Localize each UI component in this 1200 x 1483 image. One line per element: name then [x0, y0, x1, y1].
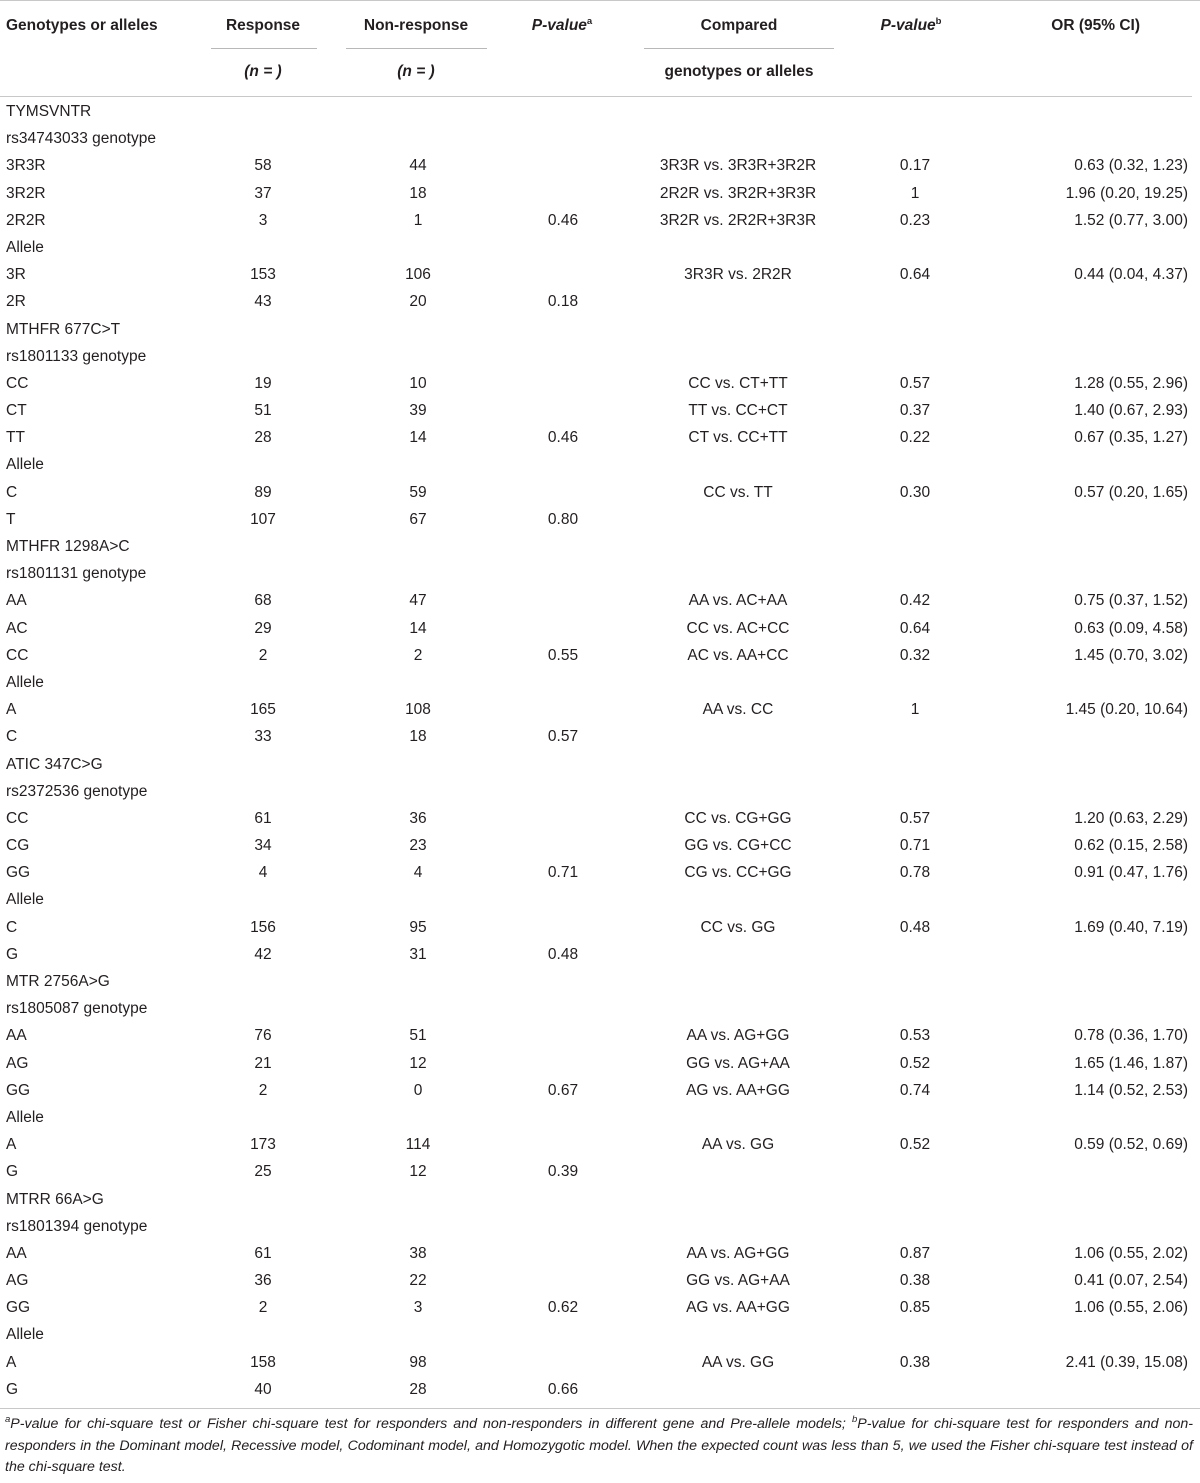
- cell-response: 89: [254, 483, 272, 501]
- cell-or: 1.96 (0.20, 19.25): [1065, 184, 1188, 202]
- cell-genotype: G: [6, 1163, 19, 1181]
- table-row: [0, 1186, 1200, 1213]
- cell-pvalue-b: 0.64: [899, 619, 931, 637]
- cell-genotype: G: [6, 1380, 19, 1398]
- cell-or: 1.69 (0.40, 7.19): [1074, 918, 1188, 936]
- cell-nonresponse: 51: [409, 1027, 427, 1045]
- cell-pvalue-b: 0.38: [899, 1272, 931, 1290]
- cell-genotype: rs1801394 genotype: [6, 1217, 148, 1235]
- cell-genotype: AA: [6, 592, 27, 610]
- cell-compared: GG vs. AG+AA: [686, 1272, 790, 1290]
- table-row: [0, 343, 1200, 370]
- cell-compared: AA vs. AC+AA: [688, 592, 788, 610]
- cell-genotype: CG: [6, 837, 30, 855]
- cell-genotype: TT: [6, 429, 25, 447]
- cell-nonresponse: 4: [413, 864, 423, 882]
- cell-response: 68: [254, 592, 272, 610]
- cell-genotype: 2R2R: [6, 211, 46, 229]
- cell-genotype: MTHFR 677C>T: [6, 320, 121, 338]
- cell-compared: AG vs. AA+GG: [686, 1081, 790, 1099]
- table-body: [0, 98, 1200, 1403]
- table-row: [0, 424, 1200, 451]
- footnote-a-text: P-value for chi-square test or Fisher chi-square test for responders and non-responders in different gene and Pre-allele models;: [10, 1416, 852, 1432]
- cell-compared: GG vs. AG+AA: [686, 1054, 790, 1072]
- cell-pvalue-a: 0.80: [547, 510, 579, 528]
- table-row: [0, 1158, 1200, 1185]
- cell-response: 4: [258, 864, 268, 882]
- table-header: [0, 0, 1200, 96]
- table-row: [0, 152, 1200, 179]
- cell-pvalue-b: 0.87: [899, 1244, 931, 1262]
- cell-genotype: Allele: [6, 673, 44, 691]
- cell-nonresponse: 38: [409, 1244, 427, 1262]
- cell-genotype: 3R: [6, 266, 26, 284]
- cell-or: 1.40 (0.67, 2.93): [1074, 402, 1188, 420]
- cell-or: 0.67 (0.35, 1.27): [1074, 429, 1188, 447]
- cell-nonresponse: 12: [409, 1163, 427, 1181]
- cell-genotype: TYMSVNTR: [6, 103, 92, 120]
- table-row: [0, 533, 1200, 560]
- table-row: [0, 859, 1200, 886]
- cell-or: 1.65 (1.46, 1.87): [1074, 1054, 1188, 1072]
- cell-or: 0.78 (0.36, 1.70): [1074, 1027, 1188, 1045]
- cell-genotype: C: [6, 728, 18, 746]
- cell-nonresponse: 106: [405, 266, 431, 284]
- table-footnote: [5, 1414, 1193, 1479]
- cell-nonresponse: 14: [409, 429, 427, 447]
- cell-genotype: Allele: [6, 238, 44, 256]
- cell-nonresponse: 98: [409, 1353, 427, 1371]
- cell-genotype: A: [6, 701, 17, 719]
- table-row: [0, 968, 1200, 995]
- cell-genotype: MTR 2756A>G: [6, 973, 110, 990]
- cell-pvalue-b: 0.30: [899, 483, 931, 501]
- cell-pvalue-a: 0.67: [547, 1081, 579, 1099]
- table-row: [0, 832, 1200, 859]
- cell-pvalue-b: 0.17: [899, 157, 931, 175]
- cell-pvalue-b: 0.38: [899, 1353, 931, 1371]
- cell-or: 1.06 (0.55, 2.02): [1074, 1244, 1188, 1262]
- cell-pvalue-b: 1: [910, 701, 920, 719]
- cell-or: 0.91 (0.47, 1.76): [1074, 864, 1188, 882]
- cell-response: 158: [250, 1353, 276, 1371]
- table-row: [0, 669, 1200, 696]
- table-row: [0, 180, 1200, 207]
- cell-compared: AA vs. GG: [701, 1136, 775, 1154]
- cell-compared: 3R3R vs. 3R3R+3R2R: [659, 157, 817, 175]
- cell-or: 0.44 (0.04, 4.37): [1074, 266, 1188, 284]
- cell-nonresponse: 47: [409, 592, 427, 610]
- cell-genotype: C: [6, 918, 18, 936]
- header-compared: Compared: [700, 17, 778, 34]
- cell-nonresponse: 14: [409, 619, 427, 637]
- table-row: [0, 886, 1200, 913]
- cell-response: 107: [250, 510, 276, 528]
- cell-pvalue-b: 1: [910, 184, 920, 202]
- cell-or: 1.28 (0.55, 2.96): [1074, 374, 1188, 392]
- table-row: [0, 587, 1200, 614]
- cell-pvalue-b: 0.52: [899, 1054, 931, 1072]
- cell-or: 0.41 (0.07, 2.54): [1074, 1272, 1188, 1290]
- cell-pvalue-b: 0.32: [899, 646, 931, 664]
- table-row: [0, 1321, 1200, 1348]
- cell-genotype: G: [6, 945, 19, 963]
- table-row: [0, 642, 1200, 669]
- footnote-b-marker: b: [851, 1414, 858, 1425]
- cell-response: 61: [254, 809, 272, 827]
- cell-pvalue-a: 0.55: [547, 646, 579, 664]
- cell-genotype: A: [6, 1353, 17, 1371]
- cell-or: 1.20 (0.63, 2.29): [1074, 809, 1188, 827]
- footnote-a-marker: a: [5, 1414, 11, 1425]
- cell-or: 0.63 (0.32, 1.23): [1074, 157, 1188, 175]
- cell-compared: AG vs. AA+GG: [686, 1299, 790, 1317]
- cell-response: 2: [258, 1299, 268, 1317]
- cell-response: 2: [258, 1081, 268, 1099]
- cell-response: 25: [254, 1163, 272, 1181]
- header-nonresponse-n: (n = ): [397, 63, 435, 80]
- table-row: [0, 479, 1200, 506]
- cell-or: 0.75 (0.37, 1.52): [1074, 592, 1188, 610]
- table-row: [0, 506, 1200, 533]
- cell-nonresponse: 95: [409, 918, 427, 936]
- cell-genotype: Allele: [6, 891, 44, 909]
- table-row: [0, 805, 1200, 832]
- table-row: [0, 1294, 1200, 1321]
- cell-pvalue-a: 0.62: [547, 1299, 579, 1317]
- cell-response: 156: [250, 918, 276, 936]
- cell-nonresponse: 67: [409, 510, 427, 528]
- cell-genotype: rs2372536 genotype: [6, 782, 148, 800]
- cell-pvalue-a: 0.39: [547, 1163, 579, 1181]
- cell-compared: 2R2R vs. 3R2R+3R3R: [659, 184, 817, 202]
- table-row: [0, 1131, 1200, 1158]
- cell-genotype: GG: [6, 864, 31, 882]
- cell-genotype: Allele: [6, 1326, 44, 1344]
- cell-genotype: CC: [6, 646, 29, 664]
- cell-compared: 3R2R vs. 2R2R+3R3R: [659, 211, 817, 229]
- cell-response: 36: [254, 1272, 272, 1290]
- header-response-underline: [211, 48, 317, 49]
- cell-genotype: AC: [6, 619, 28, 637]
- cell-response: 165: [250, 701, 276, 719]
- cell-pvalue-a: 0.71: [547, 864, 579, 882]
- cell-response: 173: [250, 1136, 276, 1154]
- cell-pvalue-b: 0.53: [899, 1027, 931, 1045]
- cell-or: 1.45 (0.20, 10.64): [1065, 701, 1188, 719]
- cell-response: 37: [254, 184, 272, 202]
- cell-genotype: 3R3R: [6, 157, 46, 175]
- cell-genotype: GG: [6, 1299, 31, 1317]
- header-nonresponse: Non-response: [363, 17, 469, 34]
- cell-or: 1.14 (0.52, 2.53): [1074, 1081, 1188, 1099]
- cell-compared: CC vs. CG+GG: [684, 809, 792, 827]
- cell-response: 19: [254, 374, 272, 392]
- cell-genotype: C: [6, 483, 18, 501]
- cell-response: 76: [254, 1027, 272, 1045]
- header-compared-line2: genotypes or alleles: [664, 63, 814, 80]
- cell-or: 0.59 (0.52, 0.69): [1074, 1136, 1188, 1154]
- cell-pvalue-b: 0.74: [899, 1081, 931, 1099]
- cell-pvalue-b: 0.57: [899, 809, 931, 827]
- table-row: [0, 261, 1200, 288]
- header-genotypes: Genotypes or alleles: [6, 17, 158, 34]
- cell-nonresponse: 44: [409, 157, 427, 175]
- cell-compared: CC vs. GG: [700, 918, 776, 936]
- cell-compared: CG vs. CC+GG: [684, 864, 792, 882]
- header-response-n: (n = ): [244, 63, 282, 80]
- cell-response: 153: [250, 266, 276, 284]
- cell-compared: TT vs. CC+CT: [688, 402, 788, 420]
- cell-genotype: MTHFR 1298A>C: [6, 538, 130, 555]
- cell-response: 51: [254, 402, 272, 420]
- table-row: [0, 995, 1200, 1022]
- cell-compared: CT vs. CC+TT: [688, 429, 788, 447]
- cell-pvalue-a: 0.48: [547, 945, 579, 963]
- footnote-b-text: P-value for chi-square test for responders and non-responders in the Dominant model, Recessive model, Codominant model, and Homozygotic model. When the expected count was less than 5, we used the Fisher chi-square test instead of the chi-square test.: [5, 1416, 1193, 1475]
- cell-pvalue-b: 0.52: [899, 1136, 931, 1154]
- header-compared-underline: [644, 48, 834, 49]
- cell-nonresponse: 10: [409, 374, 427, 392]
- table-row: [0, 1267, 1200, 1294]
- table-row: [0, 1240, 1200, 1267]
- cell-genotype: rs1801133 genotype: [6, 347, 147, 365]
- cell-pvalue-b: 0.85: [899, 1299, 931, 1317]
- cell-or: 0.57 (0.20, 1.65): [1074, 483, 1188, 501]
- cell-response: 33: [254, 728, 272, 746]
- header-pvalue-b: P-value$^b$: [880, 16, 942, 34]
- cell-response: 2: [258, 646, 268, 664]
- table-row: [0, 696, 1200, 723]
- cell-pvalue-a: 0.66: [547, 1380, 579, 1398]
- table-row: [0, 1349, 1200, 1376]
- cell-response: 28: [254, 429, 272, 447]
- cell-pvalue-b: 0.42: [899, 592, 931, 610]
- cell-pvalue-a: 0.46: [547, 211, 579, 229]
- cell-genotype: rs1801131 genotype: [6, 565, 147, 583]
- cell-response: 40: [254, 1380, 272, 1398]
- table-row: [0, 723, 1200, 750]
- cell-genotype: MTRR 66A>G: [6, 1190, 104, 1208]
- cell-genotype: CC: [6, 809, 29, 827]
- cell-compared: AA vs. AG+GG: [686, 1244, 790, 1262]
- table-row: [0, 751, 1200, 778]
- cell-compared: GG vs. CG+CC: [684, 837, 792, 855]
- table-row: [0, 234, 1200, 261]
- cell-genotype: Allele: [6, 456, 44, 474]
- table-row: [0, 560, 1200, 587]
- cell-compared: AA vs. GG: [701, 1353, 775, 1371]
- cell-compared: AA vs. AG+GG: [686, 1027, 790, 1045]
- cell-response: 61: [254, 1244, 272, 1262]
- cell-or: 1.06 (0.55, 2.06): [1074, 1299, 1188, 1317]
- cell-nonresponse: 0: [413, 1081, 423, 1099]
- cell-genotype: CC: [6, 374, 29, 392]
- cell-or: 2.41 (0.39, 15.08): [1065, 1353, 1188, 1371]
- table-row: [0, 1022, 1200, 1049]
- table-row: [0, 316, 1200, 343]
- cell-genotype: rs34743033 genotype: [6, 130, 156, 148]
- table-row: [0, 1213, 1200, 1240]
- cell-nonresponse: 2: [413, 646, 423, 664]
- cell-compared: AC vs. AA+CC: [687, 646, 789, 664]
- cell-genotype: 3R2R: [6, 184, 46, 202]
- cell-compared: AA vs. CC: [702, 701, 774, 719]
- cell-nonresponse: 18: [409, 184, 427, 202]
- cell-pvalue-b: 0.64: [899, 266, 931, 284]
- cell-nonresponse: 1: [413, 211, 423, 229]
- cell-response: 21: [254, 1054, 272, 1072]
- cell-pvalue-b: 0.23: [899, 211, 931, 229]
- cell-nonresponse: 114: [405, 1136, 431, 1154]
- cell-response: 43: [254, 293, 272, 311]
- cell-response: 29: [254, 619, 272, 637]
- cell-genotype: rs1805087 genotype: [6, 1000, 148, 1018]
- cell-genotype: 2R: [6, 293, 26, 311]
- cell-compared: CC vs. CT+TT: [688, 374, 788, 392]
- cell-genotype: AA: [6, 1027, 27, 1045]
- cell-pvalue-a: 0.18: [547, 293, 579, 311]
- cell-response: 58: [254, 157, 272, 175]
- cell-nonresponse: 23: [409, 837, 427, 855]
- cell-nonresponse: 22: [409, 1272, 427, 1290]
- cell-genotype: AG: [6, 1272, 29, 1290]
- cell-nonresponse: 20: [409, 293, 427, 311]
- cell-response: 3: [258, 211, 268, 229]
- cell-pvalue-a: 0.46: [547, 429, 579, 447]
- header-nonresponse-underline: [346, 48, 487, 49]
- table-row: [0, 1077, 1200, 1104]
- cell-nonresponse: 108: [405, 701, 431, 719]
- cell-pvalue-b: 0.37: [899, 402, 931, 420]
- table-row: [0, 288, 1200, 315]
- cell-or: 0.63 (0.09, 4.58): [1074, 619, 1188, 637]
- cell-pvalue-a: 0.57: [547, 728, 579, 746]
- table-row: [0, 778, 1200, 805]
- cell-compared: CC vs. AC+CC: [686, 619, 790, 637]
- cell-pvalue-b: 0.71: [899, 837, 931, 855]
- cell-response: 34: [254, 837, 272, 855]
- table-row: [0, 914, 1200, 941]
- table-row: [0, 1104, 1200, 1131]
- cell-genotype: AA: [6, 1244, 27, 1262]
- cell-pvalue-b: 0.78: [899, 864, 931, 882]
- cell-nonresponse: 36: [409, 809, 427, 827]
- table-bottom-rule: [0, 1408, 1200, 1409]
- cell-nonresponse: 18: [409, 728, 427, 746]
- cell-genotype: ATIC 347C>G: [6, 755, 103, 773]
- cell-genotype: Allele: [6, 1108, 44, 1126]
- table-row: [0, 1376, 1200, 1403]
- cell-genotype: AG: [6, 1054, 29, 1072]
- table-row: [0, 397, 1200, 424]
- table-row: [0, 98, 1200, 125]
- cell-nonresponse: 39: [409, 402, 427, 420]
- table-row: [0, 941, 1200, 968]
- table-row: [0, 207, 1200, 234]
- cell-compared: CC vs. TT: [703, 483, 773, 501]
- cell-compared: 3R3R vs. 2R2R: [684, 266, 792, 284]
- cell-nonresponse: 28: [409, 1380, 427, 1398]
- cell-nonresponse: 3: [413, 1299, 423, 1317]
- cell-pvalue-b: 0.22: [899, 429, 931, 447]
- cell-pvalue-b: 0.57: [899, 374, 931, 392]
- cell-genotype: T: [6, 510, 16, 528]
- cell-nonresponse: 31: [409, 945, 427, 963]
- cell-nonresponse: 59: [409, 483, 427, 501]
- header-response: Response: [225, 17, 301, 34]
- cell-pvalue-b: 0.48: [899, 918, 931, 936]
- cell-response: 42: [254, 945, 272, 963]
- cell-genotype: CT: [6, 402, 27, 420]
- cell-genotype: GG: [6, 1081, 31, 1099]
- cell-or: 1.52 (0.77, 3.00): [1074, 211, 1188, 229]
- cell-genotype: A: [6, 1136, 17, 1154]
- header-bottom-rule: [0, 96, 1192, 97]
- table-row: [0, 615, 1200, 642]
- table-row: [0, 125, 1200, 152]
- table-row: [0, 1050, 1200, 1077]
- table-row: [0, 451, 1200, 478]
- header-or: OR (95% CI): [1051, 17, 1140, 34]
- table-row: [0, 370, 1200, 397]
- header-pvalue-a: P-value$^a$: [531, 16, 593, 34]
- cell-nonresponse: 12: [409, 1054, 427, 1072]
- cell-or: 1.45 (0.70, 3.02): [1074, 646, 1188, 664]
- cell-or: 0.62 (0.15, 2.58): [1074, 837, 1188, 855]
